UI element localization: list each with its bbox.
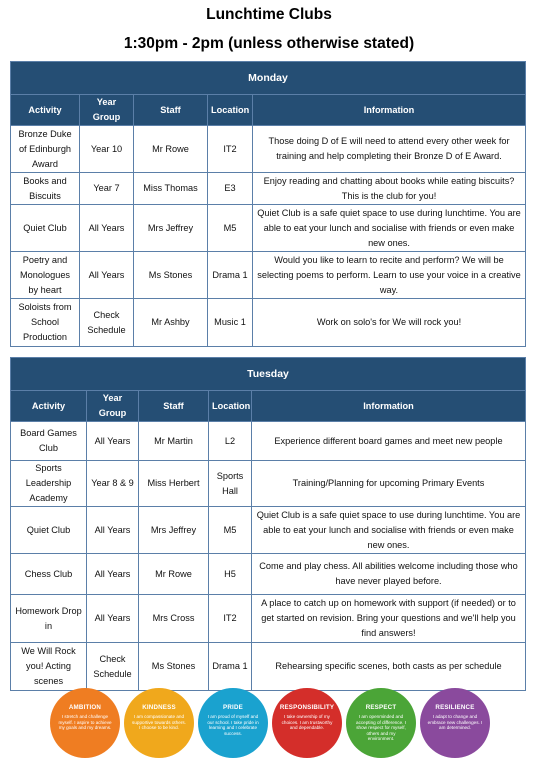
information-cell: Come and play chess. All abilities welcome including those who have never played before. bbox=[252, 554, 526, 595]
table-row bbox=[11, 507, 526, 554]
location-cell: E3 bbox=[208, 173, 253, 205]
staff-cell: Mr Rowe bbox=[139, 554, 209, 595]
table-row bbox=[11, 299, 526, 347]
activity-cell: Soloists from School Production bbox=[11, 299, 80, 347]
page-title: Lunchtime Clubs bbox=[206, 6, 332, 23]
column-header-year-group: Year Group bbox=[80, 95, 134, 126]
table-row bbox=[11, 461, 526, 507]
day-header-monday: Monday bbox=[11, 62, 526, 95]
table-row bbox=[11, 126, 526, 173]
column-header-activity: Activity bbox=[11, 95, 80, 126]
information-cell: Quiet Club is a safe quiet space to use during lunchtime. You are able to eat your lunch and socialise with friends or even make new ones. bbox=[252, 507, 526, 554]
table-row bbox=[11, 643, 526, 691]
year-group-cell: All Years bbox=[87, 422, 139, 461]
information-cell: Quiet Club is a safe quiet space to use during lunchtime. You are able to eat your lunch and socialise with friends or even make new ones. bbox=[253, 205, 526, 252]
activity-cell: Quiet Club bbox=[11, 205, 80, 252]
table-row bbox=[11, 554, 526, 595]
column-header-information: Information bbox=[252, 391, 526, 422]
value-description: I stretch and challenge myself. I aspire to achieve my goals and my dreams. bbox=[58, 714, 112, 731]
information-cell: Enjoy reading and chatting about books while eating biscuits? This is the club for you! bbox=[253, 173, 526, 205]
page-subtitle: 1:30pm - 2pm (unless otherwise stated) bbox=[123, 35, 415, 52]
information-cell: Rehearsing specific scenes, both casts as per schedule bbox=[252, 643, 526, 691]
information-cell: A place to catch up on homework with support (if needed) or to get started on revision. Bring your questions and we'll help you find answers! bbox=[252, 595, 526, 643]
value-description: I am openminded and accepting of difference. I show respect for myself, others and my environment. bbox=[356, 714, 406, 742]
value-name: KINDNESS bbox=[142, 704, 176, 711]
activity-cell: Poetry and Monologues by heart bbox=[11, 252, 80, 299]
table-row bbox=[11, 595, 526, 643]
value-description: I take ownership of my choices. I am trustworthy and dependable. bbox=[281, 714, 333, 731]
column-header-information: Information bbox=[253, 95, 526, 126]
tuesday-table bbox=[10, 357, 526, 691]
year-group-cell: Year 8 & 9 bbox=[87, 461, 139, 507]
value-name: PRIDE bbox=[223, 704, 243, 711]
year-group-cell: Check Schedule bbox=[80, 299, 134, 347]
staff-cell: Mrs Cross bbox=[139, 595, 209, 643]
value-description: I am compassionate and supportive towards others. I choose to be kind. bbox=[132, 714, 186, 731]
column-header-year-group: Year Group bbox=[87, 391, 139, 422]
activity-cell: Bronze Duke of Edinburgh Award bbox=[11, 126, 80, 173]
value-name: RESPECT bbox=[365, 704, 397, 711]
table-row bbox=[11, 422, 526, 461]
value-badge-kindness bbox=[124, 688, 194, 758]
column-header-location: Location bbox=[208, 95, 253, 126]
location-cell: Drama 1 bbox=[209, 643, 252, 691]
column-header-activity: Activity bbox=[11, 391, 87, 422]
staff-cell: Mr Martin bbox=[139, 422, 209, 461]
value-name: RESPONSIBILITY bbox=[279, 704, 335, 711]
year-group-cell: Year 7 bbox=[80, 173, 134, 205]
year-group-cell: All Years bbox=[80, 205, 134, 252]
value-description: I am proud of myself and our school. I take pride in learning and I celebrate success. bbox=[207, 714, 259, 736]
activity-cell: We Will Rock you! Acting scenes bbox=[11, 643, 87, 691]
year-group-cell: All Years bbox=[87, 507, 139, 554]
year-group-cell: All Years bbox=[87, 595, 139, 643]
information-cell: Experience different board games and meet new people bbox=[252, 422, 526, 461]
value-description: I adapt to change and embrace new challenges. I am determined. bbox=[427, 714, 483, 731]
information-cell: Would you like to learn to recite and perform? We will be selecting poems to perform. Learn to use your voice in a creative way. bbox=[253, 252, 526, 299]
table-row bbox=[11, 252, 526, 299]
table-row bbox=[11, 205, 526, 252]
activity-cell: Chess Club bbox=[11, 554, 87, 595]
staff-cell: Miss Herbert bbox=[139, 461, 209, 507]
information-cell: Work on solo's for We will rock you! bbox=[253, 299, 526, 347]
column-header-staff: Staff bbox=[134, 95, 208, 126]
staff-cell: Mrs Jeffrey bbox=[134, 205, 208, 252]
year-group-cell: All Years bbox=[87, 554, 139, 595]
value-badge-responsibility bbox=[272, 688, 342, 758]
location-cell: M5 bbox=[208, 205, 253, 252]
information-cell: Those doing D of E will need to attend every other week for training and help completing their Bronze D of E Award. bbox=[253, 126, 526, 173]
monday-table bbox=[10, 61, 526, 347]
activity-cell: Board Games Club bbox=[11, 422, 87, 461]
column-header-location: Location bbox=[209, 391, 252, 422]
location-cell: H5 bbox=[209, 554, 252, 595]
year-group-cell: Check Schedule bbox=[87, 643, 139, 691]
activity-cell: Sports Leadership Academy bbox=[11, 461, 87, 507]
activity-cell: Quiet Club bbox=[11, 507, 87, 554]
table-row bbox=[11, 173, 526, 205]
staff-cell: Ms Stones bbox=[134, 252, 208, 299]
information-cell: Training/Planning for upcoming Primary Events bbox=[252, 461, 526, 507]
value-badge-resilience bbox=[420, 688, 490, 758]
location-cell: Music 1 bbox=[208, 299, 253, 347]
year-group-cell: Year 10 bbox=[80, 126, 134, 173]
activity-cell: Homework Drop in bbox=[11, 595, 87, 643]
value-name: AMBITION bbox=[68, 704, 102, 711]
value-badge-ambition bbox=[50, 688, 120, 758]
value-badge-pride bbox=[198, 688, 268, 758]
staff-cell: Mr Rowe bbox=[134, 126, 208, 173]
activity-cell: Books and Biscuits bbox=[11, 173, 80, 205]
value-badge-respect bbox=[346, 688, 416, 758]
location-cell: L2 bbox=[209, 422, 252, 461]
staff-cell: Mr Ashby bbox=[134, 299, 208, 347]
location-cell: Drama 1 bbox=[208, 252, 253, 299]
location-cell: IT2 bbox=[208, 126, 253, 173]
staff-cell: Ms Stones bbox=[139, 643, 209, 691]
school-values bbox=[50, 688, 490, 764]
location-cell: Sports Hall bbox=[209, 461, 252, 507]
year-group-cell: All Years bbox=[80, 252, 134, 299]
value-name: RESILIENCE bbox=[435, 704, 475, 711]
staff-cell: Mrs Jeffrey bbox=[139, 507, 209, 554]
location-cell: M5 bbox=[209, 507, 252, 554]
column-header-staff: Staff bbox=[139, 391, 209, 422]
day-header-tuesday: Tuesday bbox=[11, 358, 526, 391]
staff-cell: Miss Thomas bbox=[134, 173, 208, 205]
location-cell: IT2 bbox=[209, 595, 252, 643]
